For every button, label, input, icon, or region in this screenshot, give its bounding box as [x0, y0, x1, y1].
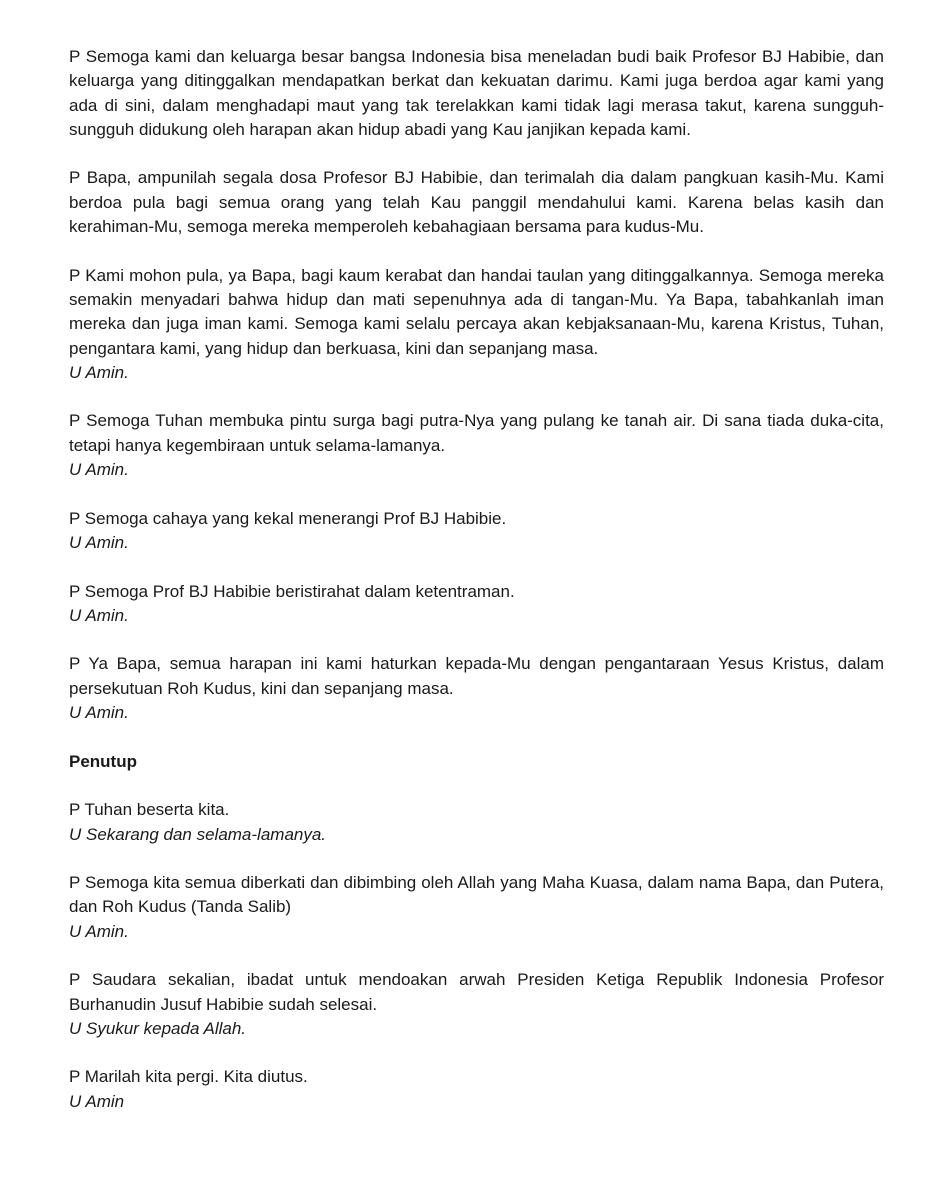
closing-response: U Amin.: [69, 921, 129, 941]
prayer-response: U Amin.: [69, 362, 129, 382]
section-heading: Penutup: [69, 751, 137, 771]
document-page: [69, 45, 884, 1138]
prayer-text: P Ya Bapa, semua harapan ini kami haturkan kepada-Mu dengan pengantaraan Yesus Kristus, dalam persekutuan Roh Kudus, kini dan sepanjang masa.: [69, 654, 884, 698]
closing-response: U Sekarang dan selama-lamanya.: [69, 824, 327, 844]
prayer-text: P Semoga kami dan keluarga besar bangsa Indonesia bisa meneladan budi baik Profesor BJ Habibie, dan keluarga yang ditinggalkan mendapatkan berkat dan kekuatan darimu. Kami juga berdoa agar kami yang ada di sini, dalam menghadapi maut yang tak terelakkan kami tidak lagi merasa takut, karena sungguh-sungguh didukung oleh harapan akan hidup abadi yang Kau janjikan kepada kami.: [69, 47, 884, 139]
prayer-text: P Bapa, ampunilah segala dosa Profesor BJ Habibie, dan terimalah dia dalam pangkuan kasih-Mu. Kami berdoa pula bagi semua orang yang telah Kau panggil mendahului kami. Karena belas kasih dan kerahiman-Mu, semoga mereka memperoleh kebahagiaan bersama para kudus-Mu.: [69, 168, 884, 237]
prayer-response: U Amin.: [69, 460, 129, 480]
prayer-paragraph: [69, 264, 884, 385]
prayer-text: P Kami mohon pula, ya Bapa, bagi kaum kerabat dan handai taulan yang ditinggalkannya. Semoga mereka semakin menyadari bahwa hidup dan mati sepenuhnya ada di tangan-Mu. Ya Bapa, tabahkanlah iman mereka dan juga iman kami. Semoga kami selalu percaya akan kebjaksanaan-Mu, karena Kristus, Tuhan, pengantara kami, yang hidup dan berkuasa, kini dan sepanjang masa.: [69, 265, 884, 358]
prayer-text: P Semoga Prof BJ Habibie beristirahat dalam ketentraman.: [69, 581, 515, 601]
closing-text: P Saudara sekalian, ibadat untuk mendoakan arwah Presiden Ketiga Republik Indonesia Profesor Burhanudin Jusuf Habibie sudah selesai.: [69, 970, 884, 1014]
closing-paragraph: [69, 871, 884, 944]
prayer-paragraph: [69, 580, 884, 629]
closing-response: U Syukur kepada Allah.: [69, 1018, 247, 1038]
prayer-paragraph: [69, 507, 884, 556]
closing-text: P Marilah kita pergi. Kita diutus.: [69, 1067, 308, 1087]
prayer-response: U Amin.: [69, 605, 129, 625]
prayer-text: P Semoga cahaya yang kekal menerangi Prof BJ Habibie.: [69, 508, 507, 528]
closing-text: P Tuhan beserta kita.: [69, 800, 230, 820]
closing-paragraph: [69, 968, 884, 1041]
prayer-paragraph: [69, 45, 884, 142]
closing-response: U Amin: [69, 1091, 125, 1111]
closing-paragraph: [69, 798, 884, 847]
prayer-paragraph: [69, 652, 884, 725]
prayer-paragraph: [69, 166, 884, 239]
prayer-text: P Semoga Tuhan membuka pintu surga bagi putra-Nya yang pulang ke tanah air. Di sana tiada duka-cita, tetapi hanya kegembiraan untuk selama-lamanya.: [69, 411, 884, 455]
closing-text: P Semoga kita semua diberkati dan dibimbing oleh Allah yang Maha Kuasa, dalam nama Bapa, dan Putera, dan Roh Kudus (Tanda Salib): [69, 873, 884, 917]
prayer-response: U Amin.: [69, 703, 129, 723]
prayer-paragraph: [69, 409, 884, 482]
closing-paragraph: [69, 1065, 884, 1114]
prayer-response: U Amin.: [69, 532, 129, 552]
